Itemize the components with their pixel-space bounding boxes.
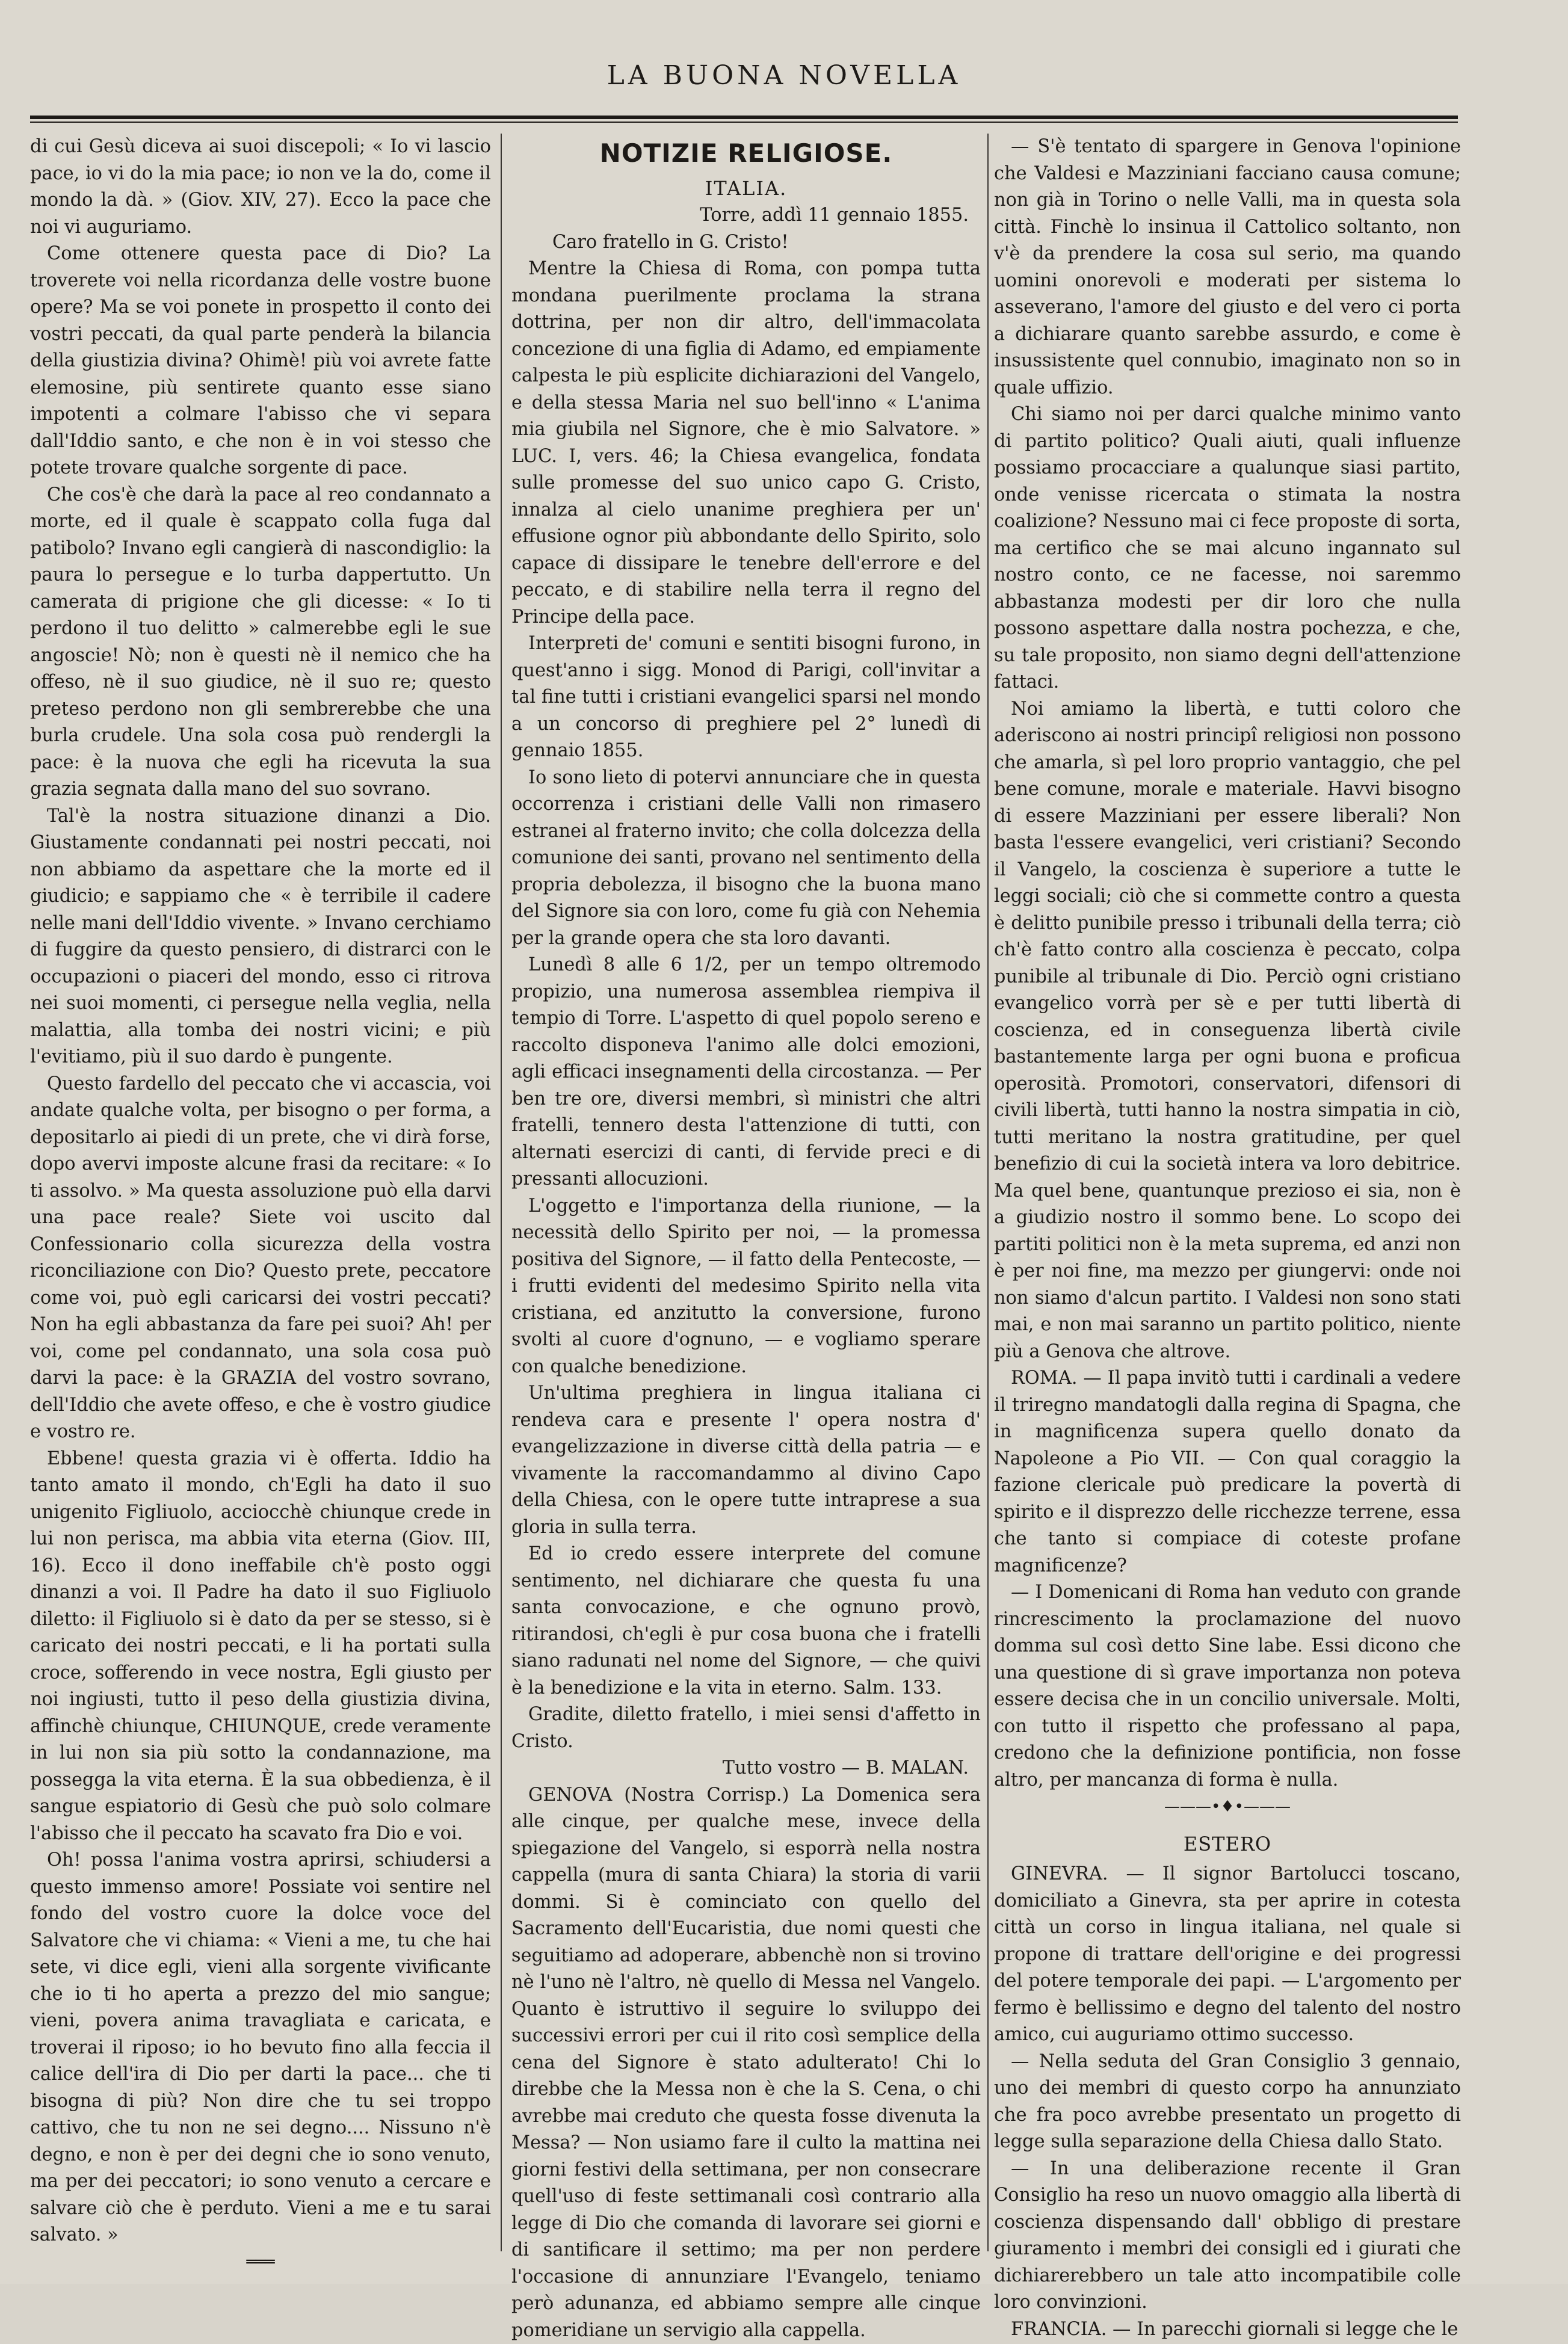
col1-end-mark: ═══ xyxy=(30,2249,491,2275)
col1-paragraph-4: Tal'è la nostra situazione dinanzi a Dio. Giustamente condannati pei nostri peccati, noi non abbiamo da aspettare che la morte ed il giudicio; e sappiamo che « è terribile il cadere nelle mani dell'Iddio vivente. » Invano cerchiamo di fuggire da questo pensiero, di distrarci con le occupazioni o piaceri del mondo, esso ci ritrova nei suoi momenti, ci persegue nella veglia, nella malattia, alla tomba dei nostri vicini; e più l'evitiamo, più il suo dardo è pungente. xyxy=(30,803,491,1071)
col3-paragraph-3: Noi amiamo la libertà, e tutti coloro che aderiscono ai nostri principî religiosi non possono che amarla, sì pel loro proprio vantaggio, che pel bene comune, morale e materiale. Havvi bisogno di essere Mazziniani per essere liberali? Non basta l'essere evangelici, veri cristiani? Secondo il Vangelo, la coscienza è superiore a tutte le leggi sociali; ciò che si commette contro a questa è delitto punibile presso i tribunali della terra; ciò ch'è fatto contro alla coscienza è peccato, colpa punibile al tribunale di Dio. Perciò ogni cristiano evangelico vorrà per sè e per tutti libertà di coscienza, ed in conseguenza libertà civile bastantemente larga per ogni buona e proficua operosità. Promotori, conservatori, difensori di civili libertà, tutti hanno la nostra simpatia in ciò, tutti meritano la nostra gratitudine, per quel benefizio di cui la società intera va loro debitrice. Ma quel bene, quantunque prezioso ei sia, non è a giudizio nostro il sommo bene. Lo scopo dei partiti politici non è la meta suprema, ed anzi non è per noi fine, ma mezzo per giungervi: onde noi non siamo d'alcun partito. I Valdesi non sono stati mai, e non mai saranno un partito politico, niente più a Genova che altrove. xyxy=(994,696,1461,1366)
col2-paragraph-7: Ed io credo essere interprete del comune sentimento, nel dichiarare che questa fu una santa convocazione, e che ognuno provò, ritirandosi, ch'egli è pur cosa buona che i fratelli siano radunati nel nome del Signore, — che quivi è la benedizione e la vita in eterno. Salm. 133. xyxy=(511,1541,981,1701)
col3-paragraph-1: — S'è tentato di spargere in Genova l'opinione che Valdesi e Mazziniani facciano causa comune; non già in Torino o nelle Valli, ma in questa sola città. Finchè lo insinua il Cattolico soltanto, non v'è da prendere la cosa sul serio, ma quando uomini onorevoli e moderati per sistema lo asseverano, l'amore del giusto e del vero ci porta a dichiarare quanto sarebbe assurdo, e come è insussistente quel connubio, imaginato non so in quale uffizio. xyxy=(994,134,1461,401)
col2-paragraph-5: L'oggetto e l'importanza della riunione, — la necessità dello Spirito per noi, — la promessa positiva del Signore, — il fatto della Pentecoste, — i frutti evidenti del medesimo Spirito nella vita cristiana, ed anzitutto la conversione, furono svolti al cuore d'ognuno, — e vogliamo sperare con qualche benedizione. xyxy=(511,1193,981,1381)
col1-paragraph-1: di cui Gesù diceva ai suoi discepoli; « Io vi lascio pace, io vi do la mia pace; io non ve la do, come il mondo la dà. » (Giov. XIV, 27). Ecco la pace che noi vi auguriamo. xyxy=(30,134,491,241)
col3-paragraph-9: FRANCIA. — In parecchi giornali si legge che le xyxy=(994,2316,1461,2343)
col3-paragraph-6: GINEVRA. — Il signor Bartolucci toscano, domiciliato a Ginevra, sta per aprire in cotesta città un corso in lingua italiana, nel quale si propone di trattare dell'origine e dei progressi del potere temporale dei papi. — L'argomento per fermo è bellissimo e degno del talento del nostro amico, cui auguriamo ottimo successo. xyxy=(994,1861,1461,2049)
estero-heading: ESTERO xyxy=(994,1827,1461,1861)
section-heading: NOTIZIE RELIGIOSE. xyxy=(511,136,981,171)
header-rule xyxy=(30,116,1458,119)
section-divider: ———•♦•——— xyxy=(994,1793,1461,1820)
col1-paragraph-3: Che cos'è che darà la pace al reo condannato a morte, ed il quale è scappato colla fuga dal patibolo? Invano egli cangierà di nascondiglio: la paura lo persegue e lo turba dappertutto. Un camerata di prigione che gli dicesse: « Io ti perdono il tuo delitto » calmerebbe egli le sue angoscie! Nò; non è questi nè il nemico che ha offeso, nè il suo giudice, nè il suo re; questo preteso perdono non gli sembrerebbe che una burla crudele. Una sola cosa può rendergli la pace: è la nuova che egli ha ricevuta la sua grazia segnata dalla mano del suo sovrano. xyxy=(30,482,491,803)
col1-paragraph-5: Questo fardello del peccato che vi accascia, voi andate qualche volta, per bisogno o per forma, a depositarlo ai piedi di un prete, che vi dirà forse, dopo avervi imposte alcune frasi da recitare: « Io ti assolvo. » Ma questa assoluzione può ella darvi una pace reale? Siete voi uscito dal Confessionario colla sicurezza della vostra riconciliazione con Dio? Questo prete, peccatore come voi, può egli caricarsi dei vostri peccati? Non ha egli abbastanza da fare pei suoi? Ah! per voi, come pel condannato, una sola cosa può darvi la pace: è la GRAZIA del vostro sovrano, dell'Iddio che avete offeso, e che è vostro giudice e vostro re. xyxy=(30,1071,491,1446)
col1-paragraph-6: Ebbene! questa grazia vi è offerta. Iddio ha tanto amato il mondo, ch'Egli ha dato il suo unigenito Figliuolo, acciocchè chiunque crede in lui non perisca, ma abbia vita eterna (Giov. III, 16). Ecco il dono ineffabile ch'è posto oggi dinanzi a voi. Il Padre ha dato il suo Figliuolo diletto: il Figliuolo si è dato da per se stesso, si è caricato dei nostri peccati, e li ha portati sulla croce, sofferendo in vece nostra, Egli giusto per noi ingiusti, tutto il peso della giustizia divina, affinchè chiunque, CHIUNQUE, crede veramente in lui non sia più sotto la condannazione, ma possegga la vita eterna. È la sua obbedienza, è il sangue espiatorio di Gesù che può solo colmare l'abisso che il peccato ha scavato fra Dio e voi. xyxy=(30,1446,491,1848)
col3-paragraph-2: Chi siamo noi per darci qualche minimo vanto di partito politico? Quali aiuti, quali influenze possiamo procacciare a qualunque siasi partito, onde venisse ricercata o stimata la nostra coalizione? Nessuno mai ci fece proposte di sorta, ma certifico che se mai alcuno ingannato sul nostro conto, ce ne facesse, noi saremmo abbastanza modesti per dir loro che nulla possono aspettare dalla nostra pochezza, e che, su tale proposito, non siamo degni dell'attenzione fattaci. xyxy=(994,401,1461,696)
col2-paragraph-3: Io sono lieto di potervi annunciare che in questa occorrenza i cristiani delle Valli non rimasero estranei al fraterno invito; che colla dolcezza della comunione dei santi, provano nel sentimento della propria debolezza, il bisogno che la buona mano del Signore sia con loro, come fu già con Nehemia per la grande opera che sta loro davanti. xyxy=(511,765,981,952)
column-3 xyxy=(994,134,1461,2343)
col3-paragraph-5: — I Domenicani di Roma han veduto con grande rincrescimento la proclamazione del nuovo domma sul così detto Sine labe. Essi dicono che una questione di sì grave importanza non poteva essere decisa che in un concilio universale. Molti, con tutto il rispetto che professano al papa, credono che la definizione pontificia, non fosse altro, per mancanza di forma è nulla. xyxy=(994,1579,1461,1793)
col3-paragraph-8: — In una deliberazione recente il Gran Consiglio ha reso un nuovo omaggio alla libertà di coscienza dispensando dall' obbligo di prestare giuramento i membri dei consigli ed i giurati che dichiarerebbero un tale atto incompatibile colle loro convinzioni. xyxy=(994,2156,1461,2316)
section-subheading: ITALIA. xyxy=(511,174,981,202)
col3-paragraph-7: — Nella seduta del Gran Consiglio 3 gennaio, uno dei membri di questo corpo ha annunziato che fra poco avrebbe presentato un progetto di legge sulla separazione della Chiesa dallo Stato. xyxy=(994,2049,1461,2156)
col2-paragraph-1: Mentre la Chiesa di Roma, con pompa tutta mondana puerilmente proclama la strana dottrina, per non dir altro, dell'immacolata concezione di una figlia di Adamo, ed empiamente calpesta le più esplicite dichiarazioni del Vangelo, e della stessa Maria nel suo bell'inno « L'anima mia giubila nel Signore, che è mio Salvatore. » LUC. I, vers. 46; la Chiesa evangelica, fondata sulle promesse del suo unico capo G. Cristo, innalza al cielo unanime preghiera per un' effusione ognor più abbondante dello Spirito, solo capace di dissipare le tenebre dell'errore e del peccato, e di stabilire nella terra il regno del Principe della pace. xyxy=(511,256,981,631)
col2-paragraph-2: Interpreti de' comuni e sentiti bisogni furono, in quest'anno i sigg. Monod di Parigi, coll'invitar a tal fine tutti i cristiani evangelici sparsi nel mondo a un concorso di preghiere pel 2° lunedì di gennaio 1855. xyxy=(511,631,981,765)
column-2 xyxy=(511,134,981,2344)
col3-paragraph-4: ROMA. — Il papa invitò tutti i cardinali a vedere il triregno mandatogli dalla regina di Spagna, che in magnificenza supera quello donato da Napoleone a Pio VII. — Con qual coraggio la fazione clericale può predicare la povertà di spirito e il disprezzo delle ricchezze terrene, essa che tanto si compiace di coteste profane magnificenze? xyxy=(994,1365,1461,1579)
column-1 xyxy=(30,134,491,2275)
letter-dateline: Torre, addì 11 gennaio 1855. xyxy=(511,202,981,229)
letter-signature: Tutto vostro — B. MALAN. xyxy=(511,1755,981,1782)
col1-paragraph-7: Oh! possa l'anima vostra aprirsi, schiudersi a questo immenso amore! Possiate voi sentire nel fondo del vostro cuore la dolce voce del Salvatore che vi chiama: « Vieni a me, tu che hai sete, vi dice egli, vieni alla sorgente vivificante che io ti ho aperta a prezzo del mio sangue; vieni, povera anima travagliata e caricata, e troverai il riposo; io ho bevuto fino alla feccia il calice dell'ira di Dio per darti la pace... che ti bisogna di più? Non dire che tu sei troppo cattivo, che tu non ne sei degno.... Nissuno n'è degno, e non è per dei degni che io sono venuto, ma per dei peccatori; io sono venuto a cercare e salvare ciò che è perduto. Vieni a me e tu sarai salvato. » xyxy=(30,1847,491,2249)
col2-paragraph-6: Un'ultima preghiera in lingua italiana ci rendeva cara e presente l' opera nostra d' evangelizzazione in diverse città della patria — e vivamente la raccomandammo al divino Capo della Chiesa, con le opere tutte intraprese a sua gloria in sulla terra. xyxy=(511,1380,981,1541)
col2-paragraph-4: Lunedì 8 alle 6 1/2, per un tempo oltremodo propizio, una numerosa assemblea riempiva il tempio di Torre. L'aspetto di quel popolo sereno e raccolto disponeva l'animo alle dolci emozioni, agli efficaci insegnamenti della circostanza. — Per ben tre ore, diversi membri, sì ministri che altri fratelli, tennero desta l'attenzione di tutti, con alternati esercizi di canti, di fervide preci e di pressanti allocuzioni. xyxy=(511,952,981,1193)
column-divider-2 xyxy=(987,134,989,2251)
col1-paragraph-2: Come ottenere questa pace di Dio? La troverete voi nella ricordanza delle vostre buone opere? Ma se voi ponete in prospetto il conto dei vostri peccati, da qual parte penderà la bilancia della giustizia divina? Ohimè! più voi avrete fatte elemosine, più sentirete quanto esse siano impotenti a colmare l'abisso che vi separa dall'Iddio santo, e che non è in voi stesso che potete trovare qualche sorgente di pace. xyxy=(30,241,491,482)
header-rule-thin xyxy=(30,122,1458,123)
column-divider-1 xyxy=(501,134,502,2251)
letter-salutation: Caro fratello in G. Cristo! xyxy=(511,229,981,256)
masthead-title: LA BUONA NOVELLA xyxy=(0,60,1568,91)
col2-paragraph-8: Gradite, diletto fratello, i miei sensi d'affetto in Cristo. xyxy=(511,1701,981,1755)
col2-paragraph-9: GENOVA (Nostra Corrisp.) La Domenica sera alle cinque, per qualche mese, invece della spiegazione del Vangelo, si esporrà nella nostra cappella (mura di santa Chiara) la storia di varii dommi. Si è cominciato con quello del Sacramento dell'Eucaristia, due nomi questi che seguitiamo ad adoperare, abbenchè non si trovino nè l'uno nè l'altro, nè quello di Messa nel Vangelo. Quanto è istruttivo il seguire lo sviluppo dei successivi errori per cui il rito così semplice della cena del Signore è stato adulterato! Chi lo direbbe che la Messa non è che la S. Cena, o chi avrebbe mai creduto che questa fosse divenuta la Messa? — Non usiamo fare il culto la mattina nei giorni festivi della settimana, per non consecrare quell'uso di feste settimanali così contrario alla legge di Dio che comanda di lavorare sei giorni e di santificare il settimo; ma per non perdere l'occasione di annunziare l'Evangelo, teniamo però adunanza, ed abbiamo sempre alle cinque pomeridiane un servigio alla cappella. xyxy=(511,1782,981,2344)
